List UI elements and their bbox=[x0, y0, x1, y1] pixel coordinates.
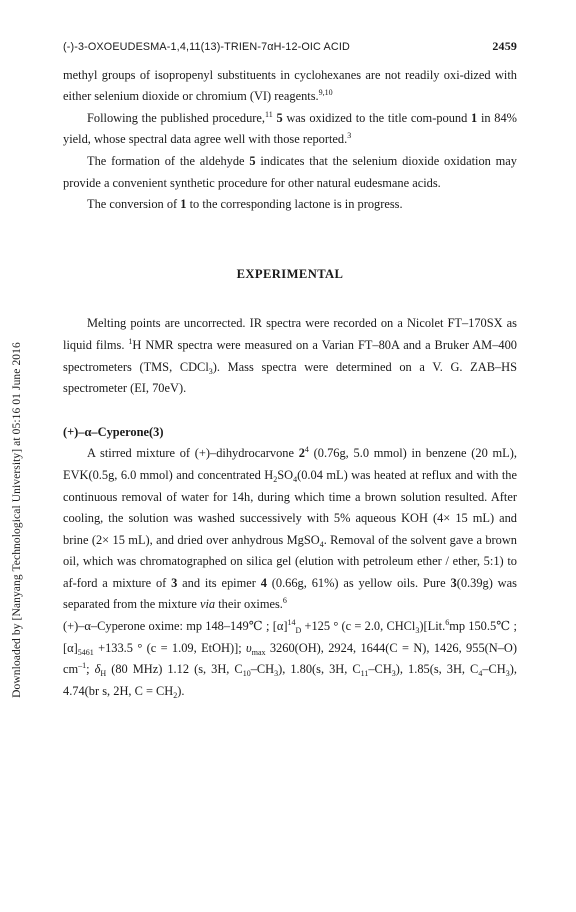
experimental-paragraph: Melting points are uncorrected. IR spectra were recorded on a Nicolet FT–170SX as liquid films. $^1$H NMR spectra were measured on a Varian FT–80A and a Bruker AM–400 spectrometers (TMS, CDCl$_3$). Mass spectra were determined on a V. G. ZAB–HS spectrometer (EI, 70eV). bbox=[63, 316, 517, 396]
section-heading-experimental: EXPERIMENTAL bbox=[236, 266, 344, 281]
download-notice-text: Downloaded by [Nanyang Technological University] at 05:16 01 June 2016 bbox=[11, 342, 24, 698]
intro-paragraph-1: methyl groups of isopropenyl substituents in cyclohexanes are not readily oxi-dized with either selenium dioxide or chromium (VI) reagents.$^{9,10}$ bbox=[63, 67, 517, 104]
intro-paragraph-4: The conversion of 1 to the corresponding lactone is in progress. bbox=[87, 197, 403, 212]
running-header bbox=[63, 36, 517, 59]
intro-paragraph-2: Following the published procedure,$^{11}$ 5 was oxidized to the title com-pound 1 in 84% yield, whose spectral data agree well with those reported.$^3$ bbox=[63, 109, 518, 147]
running-title: (-)-3-OXOEUDESMA-1,4,11(13)-TRIEN-7αH-12-OIC ACID bbox=[63, 41, 350, 53]
synthesis-paragraph: A stirred mixture of (+)–dihydrocarvone $2^4$ (0.76g, 5.0 mmol) in benzene (20 mL), EVK(0.5g, 6.0 mmol) and concentrated $H_2SO_4(0.04$ mL) was heated at reflux and with the continuous removal of water for 14h, during which time a brown solution resulted. After cooling, the solution was washed successively with 5% aqueous KOH (4× 15 mL) and brine (2× 15 mL), and dried over anhydrous MgSO$_4$. Removal of the solvent gave a brown oil, which was chromatographed on silica gel (elution with petroleum ether / ether, 5:1) to af-ford a mixture of 3 and its epimer 4 (0.66g, 61%) as yellow oils. Pure 3(0.39g) was separated from the mixture via their oximes.$^6$ bbox=[63, 445, 517, 612]
intro-paragraph-3: The formation of the aldehyde 5 indicates that the selenium dioxide oxidation may provide a convenient synthetic procedure for other natural eudesmane acids. bbox=[63, 153, 517, 190]
journal-page bbox=[63, 36, 517, 702]
download-notice bbox=[10, 270, 24, 770]
page-number: 2459 bbox=[492, 39, 517, 53]
compound-subheading: (+)–α–Cyperone(3) bbox=[63, 424, 164, 439]
oxime-data-paragraph: (+)–α–Cyperone oxime: mp 148–149℃ ; $[\alpha]^{14}_D +125$ ° (c = 2.0, CHCl$_3$)[Lit.$^6$mp 150.5℃ ; $[\alpha]_{5461} +133.5$ ° (c = 1.09, EtOH)]; $\upsilon_{max}$ 3260(OH), 2924, 1644(C = N), 1426, 955(N–O) $cm^{-1}$; $\delta_H$ (80 MHz) 1.12 (s, 3H, $C_{10}-CH_3$), 1.80(s, 3H, $C_{11}-CH_3$), 1.85(s, 3H, $C_4-CH_3$), 4.74(br s, 2H, $C = CH_2$). bbox=[63, 618, 517, 700]
